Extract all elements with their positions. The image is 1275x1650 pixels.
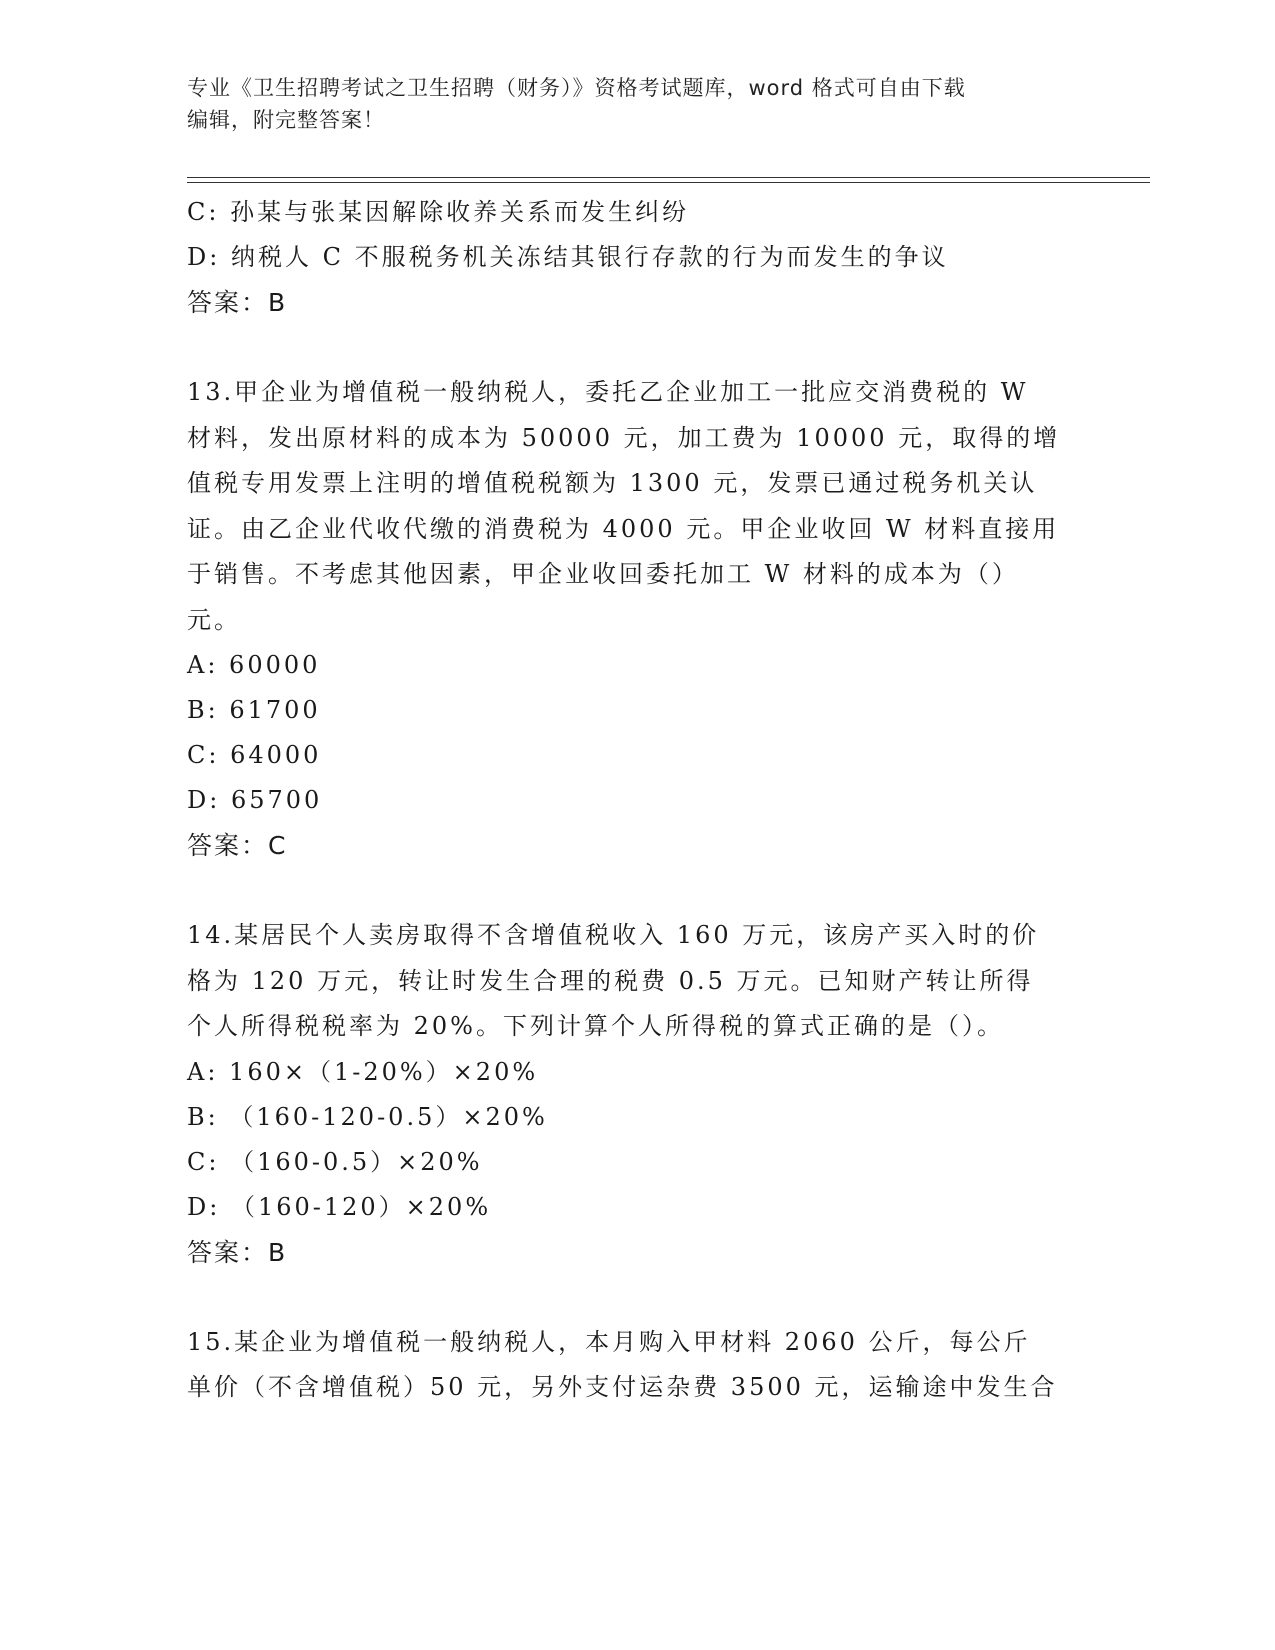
option-d: D: 65700 [187,786,323,814]
question-text-line: 元。 [187,605,241,634]
question-14 [187,913,1087,1276]
question-text-line: 值税专用发票上注明的增值税税额为 1300 元，发票已通过税务机关认 [187,469,1038,497]
question-text [187,913,1067,1050]
header-divider-bottom [187,182,1150,183]
question-text-line: 材料，发出原材料的成本为 50000 元，加工费为 10000 元，取得的增 [187,423,1061,452]
question-13 [187,370,1087,869]
answer: 答案：C [187,831,288,860]
header-line-1: 专业《卫生招聘考试之卫生招聘（财务）》资格考试题库，word 格式可自由下载 [187,76,966,100]
question-text-line: 单价（不含增值税）50 元，另外支付运杂费 3500 元，运输途中发生合 [187,1373,1058,1401]
option-c: C: 孙某与张某因解除收养关系而发生纠纷 [187,198,690,226]
question-12-tail [187,190,1087,326]
question-text [187,370,1067,643]
question-15 [187,1320,1087,1411]
answer: 答案：B [187,288,288,317]
option-c: C: 64000 [187,741,322,769]
option-b: B: 61700 [187,696,321,724]
question-text [187,1320,1067,1411]
question-text-line: 格为 120 万元，转让时发生合理的税费 0.5 万元。已知财产转让所得 [187,966,1034,995]
document-header [187,72,1087,136]
question-text-line: 个人所得税税率为 20%。下列计算个人所得税的算式正确的是（）。 [187,1012,1004,1040]
option-d: D: 纳税人 C 不服税务机关冻结其银行存款的行为而发生的争议 [187,243,949,271]
option-a: A: 60000 [187,651,321,679]
option-d: D: （160-120）×20% [187,1192,492,1221]
question-text-line: 14.某居民个人卖房取得不含增值税收入 160 万元，该房产买入时的价 [187,921,1040,949]
option-b: B: （160-120-0.5）×20% [187,1102,548,1131]
question-text-line: 15.某企业为增值税一般纳税人，本月购入甲材料 2060 公斤，每公斤 [187,1327,1031,1356]
question-text-line: 于销售。不考虑其他因素，甲企业收回委托加工 W 材料的成本为（） [187,560,1019,588]
question-text-line: 证。由乙企业代收代缴的消费税为 4000 元。甲企业收回 W 材料直接用 [187,514,1060,543]
answer: 答案：B [187,1237,288,1267]
option-c: C: （160-0.5）×20% [187,1147,483,1176]
question-text-line: 13.甲企业为增值税一般纳税人，委托乙企业加工一批应交消费税的 W [187,378,1029,406]
header-line-2: 编辑，附完整答案！ [187,108,385,132]
option-a: A: 160×（1-20%）×20% [187,1057,539,1086]
document-body [187,190,1087,1411]
header-divider-top [187,177,1150,178]
